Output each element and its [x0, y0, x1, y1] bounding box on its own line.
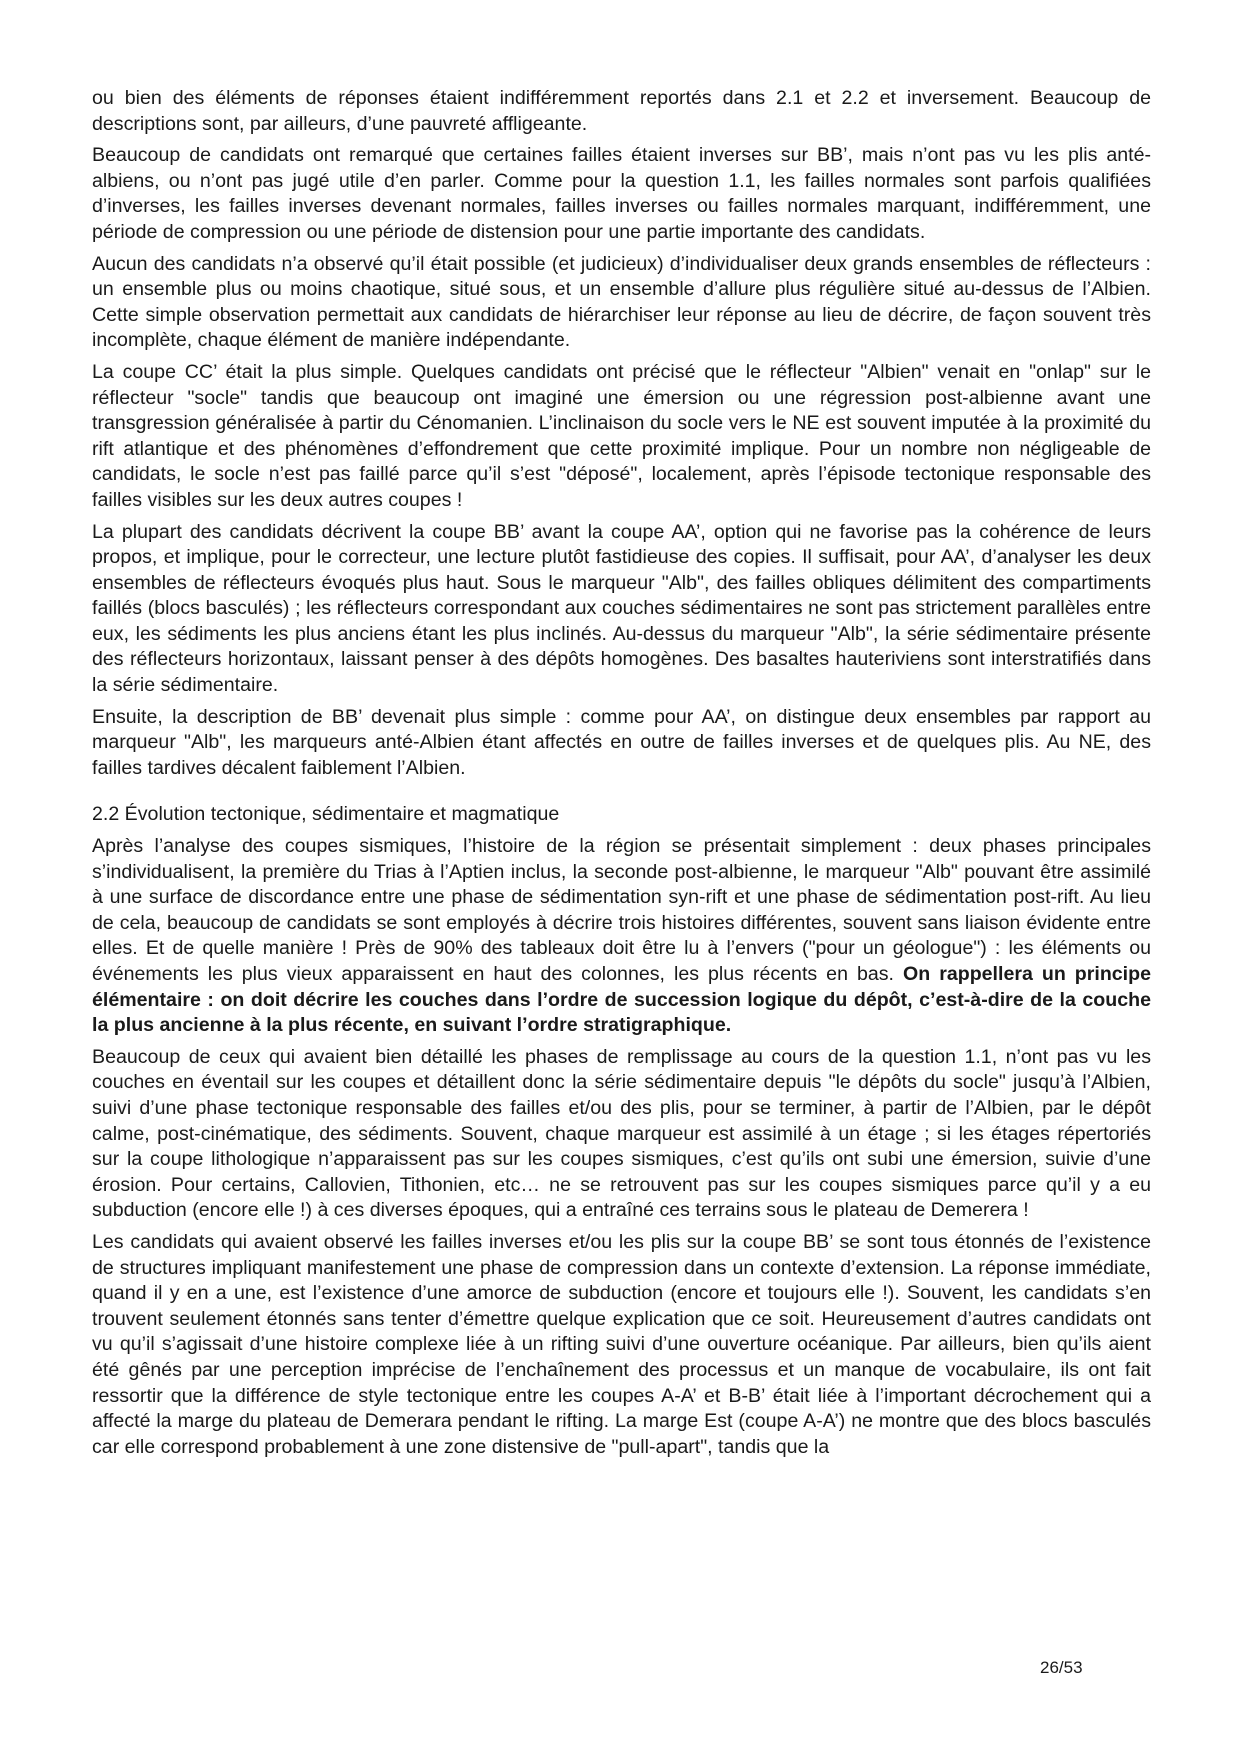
- paragraph: Ensuite, la description de BB’ devenait plus simple : comme pour AA’, on distingue deux ensembles par rapport au marqueur "Alb", les marqueurs anté-Albien étant affectés en outre de failles inverses et de quelques plis. Au NE, des failles tardives décalent faiblement l’Albien.: [92, 705, 1151, 779]
- paragraph: [92, 834, 1151, 1039]
- paragraph: La plupart des candidats décrivent la coupe BB’ avant la coupe AA’, option qui ne favorise pas la cohérence de leurs propos, et implique, pour le correcteur, une lecture plutôt fastidieuse des copies. Il suffisait, pour AA’, d’analyser les deux ensembles de réflecteurs évoqués plus haut. Sous le marqueur "Alb", des failles obliques délimitent des compartiments faillés (blocs basculés) ; les réflecteurs correspondant aux couches sédimentaires ne sont pas strictement parallèles entre eux, les sédiments les plus anciens étant les plus inclinés. Au-dessus du marqueur "Alb", la série sédimentaire présente des réflecteurs horizontaux, laissant penser à des dépôts homogènes. Des basaltes hauteriviens sont interstratifiés dans la série sédimentaire.: [92, 520, 1151, 697]
- paragraph: Les candidats qui avaient observé les failles inverses et/ou les plis sur la coupe BB’ se sont tous étonnés de l’existence de structures impliquant manifestement une phase de compression dans un contexte d’extension. La réponse immédiate, quand il y en a une, est l’existence d’une amorce de subduction (encore et toujours elle !). Souvent, les candidats s’en trouvent seulement étonnés sans tenter d’émettre quelque explication que ce soit. Heureusement d’autres candidats ont vu qu’il s’agissait d’une histoire complexe liée à un rifting suivi d’une ouverture océanique. Par ailleurs, bien qu’ils aient été gênés par une perception imprécise de l’enchaînement des processus et un manque de vocabulaire, ils ont fait ressortir que la différence de style tectonique entre les coupes A-A’ et B-B’ était liée à l’important décrochement qui a affecté la marge du plateau de Demerara pendant le rifting. La marge Est (coupe A-A’) ne montre que des blocs basculés car elle correspond probablement à une zone distensive de "pull-apart", tandis que la: [92, 1230, 1151, 1458]
- paragraph: ou bien des éléments de réponses étaient indifféremment reportés dans 2.1 et 2.2 et inversement. Beaucoup de descriptions sont, par ailleurs, d’une pauvreté affligeante.: [92, 87, 1151, 135]
- paragraph: Beaucoup de ceux qui avaient bien détaillé les phases de remplissage au cours de la question 1.1, n’ont pas vu les couches en éventail sur les coupes et détaillent donc la série sédimentaire depuis "le dépôts du socle" jusqu’à l’Albien, suivi d’une phase tectonique responsable des failles et/ou des plis, pour se terminer, à partir de l’Albien, par le dépôt calme, post-cinématique, des sédiments. Souvent, chaque marqueur est assimilé à un étage ; si les étages répertoriés sur la coupe lithologique n’apparaissent pas sur les coupes sismiques, c’est qu’ils ont subi une émersion, suivie d’une érosion. Pour certains, Callovien, Tithonien, etc… ne se retrouvent pas sur les coupes sismiques parce qu’il y a eu subduction (encore elle !) à ces diverses époques, qui a entraîné ces terrains sous le plateau de Demerera !: [92, 1045, 1151, 1222]
- bold-principle: On rappellera un principe élémentaire : on doit décrire les couches dans l’ordre de succession logique du dépôt, c’est-à-dire de la couche la plus ancienne à la plus récente, en suivant l’ordre stratigraphique.: [92, 963, 1151, 1037]
- paragraph: Aucun des candidats n’a observé qu’il était possible (et judicieux) d’individualiser deux grands ensembles de réflecteurs : un ensemble plus ou moins chaotique, situé sous, et un ensemble d’allure plus régulière situé au-dessus de l’Albien. Cette simple observation permettait aux candidats de hiérarchiser leur réponse au lieu de décrire, de façon souvent très incomplète, chaque élément de manière indépendante.: [92, 252, 1151, 352]
- page-number: 26/53: [1040, 1658, 1083, 1677]
- paragraph-text: Après l’analyse des coupes sismiques, l’histoire de la région se présentait simplement : deux phases principales s’individualisent, la première du Trias à l’Aptien inclus, la seconde post-albienne, le marqueur "Alb" pouvant être assimilé à une surface de discordance entre une phase de sédimentation syn-rift et une phase de sédimentation post-rift. Au lieu de cela, beaucoup de candidats se sont employés à décrire trois histoires différentes, souvent sans liaison évidente entre elles. Et de quelle manière ! Près de 90% des tableaux doit être lu à l’envers ("pour un géologue") : les éléments ou événements les plus vieux apparaissent en haut des colonnes, les plus récents en bas.: [92, 835, 1151, 985]
- document-body: [92, 86, 1151, 1466]
- paragraph: La coupe CC’ était la plus simple. Quelques candidats ont précisé que le réflecteur "Albien" venait en "onlap" sur le réflecteur "socle" tandis que beaucoup ont imaginé une émersion ou une régression post-albienne avant une transgression généralisée à partir du Cénomanien. L’inclinaison du socle vers le NE est souvent imputée à la proximité du rift atlantique et des phénomènes d’effondrement que cette proximité implique. Pour un nombre non négligeable de candidats, le socle n’est pas faillé parce qu’il s’est "déposé", localement, après l’épisode tectonique responsable des failles visibles sur les deux autres coupes !: [92, 360, 1151, 511]
- paragraph: Beaucoup de candidats ont remarqué que certaines failles étaient inverses sur BB’, mais n’ont pas vu les plis anté-albiens, ou n’ont pas jugé utile d’en parler. Comme pour la question 1.1, les failles normales sont parfois qualifiées d’inverses, les failles inverses devenant normales, failles inverses ou failles normales marquant, indifféremment, une période de compression ou une période de distension pour une partie importante des candidats.: [92, 144, 1151, 243]
- section-heading: 2.2 Évolution tectonique, sédimentaire et magmatique: [92, 803, 560, 826]
